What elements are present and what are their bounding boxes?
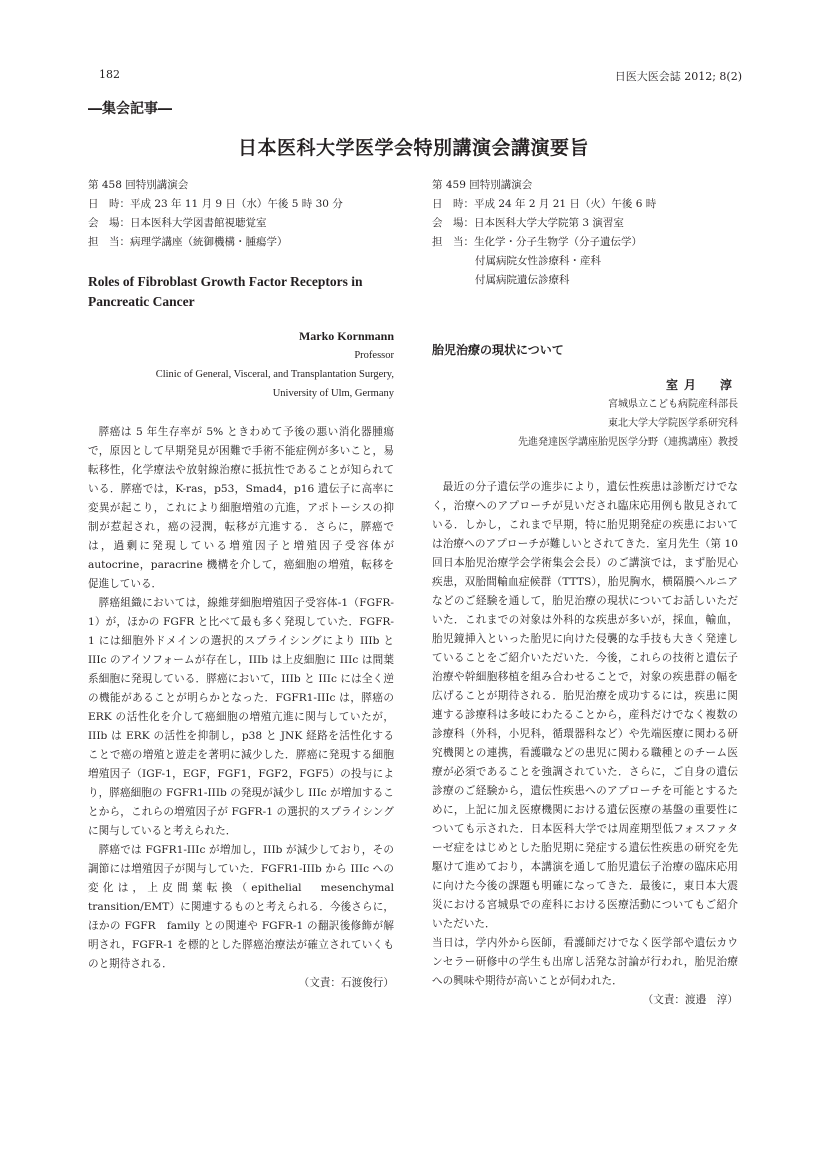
body-paragraph: 当日は，学内外から医師，看護師だけでなく医学部や遺伝カウンセラー研修中の学生も出席し活発な討論が行われ，胎児治療への興味や期待が高いことが伺われた． (432, 937, 738, 987)
body-paragraph: 膵癌では FGFR1-IIIc が増加し，IIIb が減少しており，その調節には増殖因子が関与していた．FGFR1-IIIb から IIIc への変化は，上皮間葉転換（epithelial mesenchymal transition/EMT）に関連するものと考えられる．今後さらに，ほかの FGFR family との関連や FGFR-1 の翻訳後修飾が解明され，FGFR-1 を標的とした膵癌治療法が確立されていくものと期待される． (88, 844, 394, 970)
author-name: 室月 淳 (665, 378, 738, 392)
author-affiliation: 東北大学大学院医学系研究科 (608, 418, 738, 429)
article-title: Roles of Fibroblast Growth Factor Receptors in Pancreatic Cancer (88, 274, 363, 309)
author-affiliation: 先進発達医学講座胎児医学分野（連携講座）教授 (518, 437, 738, 448)
page-title: 日本医科大学医学会特別講演会講演要旨 (237, 137, 589, 159)
section-label: ―集会記事― (88, 101, 172, 117)
lecture-date: 日 時：平成 24 年 2 月 21 日（火）午後 6 時 (432, 198, 657, 210)
lecture-meta-458 (88, 176, 394, 252)
lecture-venue: 会 場：日本医科大学図書館視聴覚室 (88, 217, 267, 229)
lecture-number: 第 459 回特別講演会 (432, 179, 533, 191)
article-body (432, 478, 738, 991)
page-number: 182 (99, 68, 120, 81)
lecture-meta-459 (432, 176, 738, 290)
lecture-host-extra: 付属病院遺伝診療科 (475, 274, 570, 286)
lecture-venue: 会 場：日本医科大学大学院第 3 演習室 (432, 217, 624, 229)
editor-credit: （文責：渡邉 淳） (642, 994, 738, 1006)
author-position: Professor (354, 350, 394, 361)
lecture-host-extra: 付属病院女性診療科・産科 (475, 255, 601, 267)
body-paragraph: 膵癌組織においては，線維芽細胞増殖因子受容体-1（FGFR-1）が，ほかの FGFR と比べて最も多く発現していた．FGFR-1 には細胞外ドメインの選択的スプライシングにより IIIb と IIIc のアイソフォームが存在し，IIIb は上皮細胞に IIIc は間葉系細胞に発現している．膵癌において，IIIb と IIIc には全く逆の機能があることが明らかとなった．FGFR1-IIIc は，膵癌の ERK の活性化を介して癌細胞の増殖亢進に関与していたが，IIIb は ERK の活性を抑制し，p38 と JNK 経路を活性化することで癌の増殖と遊走を著明に減少した．膵癌に発現する細胞増殖因子（IGF-1，EGF，FGF1，FGF2，FGF5）の投与により，膵癌細胞の FGFR1-IIIb の発現が減少し IIIc が増加することから，これらの増殖因子が FGFR-1 の選択的スプライシングに関与していると考えられた． (88, 597, 394, 837)
article-title: 胎児治療の現状について (432, 343, 564, 357)
lecture-host: 担 当：病理学講座（統御機構・腫瘍学） (88, 236, 288, 248)
lecture-host: 担 当：生化学・分子生物学（分子遺伝学） (432, 236, 642, 248)
article-body (88, 423, 394, 974)
lecture-date: 日 時：平成 23 年 11 月 9 日（水）午後 5 時 30 分 (88, 198, 343, 210)
left-column (88, 176, 394, 993)
body-paragraph: 膵癌は 5 年生存率が 5% ときわめて予後の悪い消化器腫瘍で，原因として早期発見が困難で手術不能症例が多いこと，易転移性，化学療法や放射線治療に抵抗性であることが知られている．膵癌では，K-ras，p53，Smad4，p16 遺伝子に高率に変異が起こり，これにより細胞増殖の亢進，アポトーシスの抑制が惹起され，癌の浸潤，転移が亢進する．さらに，膵癌では，過剰に発現している増殖因子と増殖因子受容体が autocrine，paracrine 機構を介して，癌細胞の増殖，転移を促進している． (88, 426, 394, 590)
body-paragraph: 最近の分子遺伝学の進歩により，遺伝性疾患は診断だけでなく，治療へのアプローチが見いだされ臨床応用例も散見されている．しかし，これまで早期，特に胎児期発症の疾患においては治療へのアプローチが難しいとされてきた．室月先生（第 10 回日本胎児治療学会学術集会会長）のご講演では，まず胎児心疾患，双胎間輸血症候群（TTTS），胎児胸水，横隔膜ヘルニアなどのご経験を通して，胎児治療の現状についてお話しいただいた．これまでの対象は外科的な疾患が多いが，採血，輸血，胎児鏡挿入といった胎児に向けた侵襲的な手技も大きく発達していることをご紹介いただいた．今後，これらの技術と遺伝子治療や幹細胞移植を組み合わせることで，対象の疾患群の幅を広げることが期待される．胎児治療を成功するには，疾患に関連する診療科は多岐にわたることから，産科だけでなく複数の診療科（外科，小児科，循環器科など）や先端医療に関わる研究機関との連携，看護職などの患児に関わる職種とのチーム医療が必須であることを強調されていた．さらに，ご自身の遺伝診療のご経験から，遺伝性疾患へのアプローチを可能とするために，上記に加え医療機関における遺伝医療の基盤の重要性についても示された．日本医科大学では周産期型低フォスファターゼ症をはじめとした胎児期に発症する遺伝性疾患の研究を先駆けて進めており，本講演を通して胎児遺伝子治療の臨床応用に向けた今後の課題も明確になってきた．最後に，東日本大震災における宮城県での産科における医療活動についてもご紹介いただいた． (432, 481, 738, 930)
lecture-number: 第 458 回特別講演会 (88, 179, 189, 191)
editor-credit: （文責：石渡俊行） (298, 977, 394, 989)
author-affiliation: Clinic of General, Visceral, and Transplantation Surgery, (155, 369, 394, 380)
journal-citation: 日医大医会誌 2012; 8(2) (614, 70, 742, 83)
author-institution: University of Ulm, Germany (272, 388, 394, 399)
author-name: Marko Kornmann (298, 329, 394, 343)
author-affiliation: 宮城県立こども病院産科部長 (608, 399, 738, 410)
right-column (432, 176, 738, 1010)
